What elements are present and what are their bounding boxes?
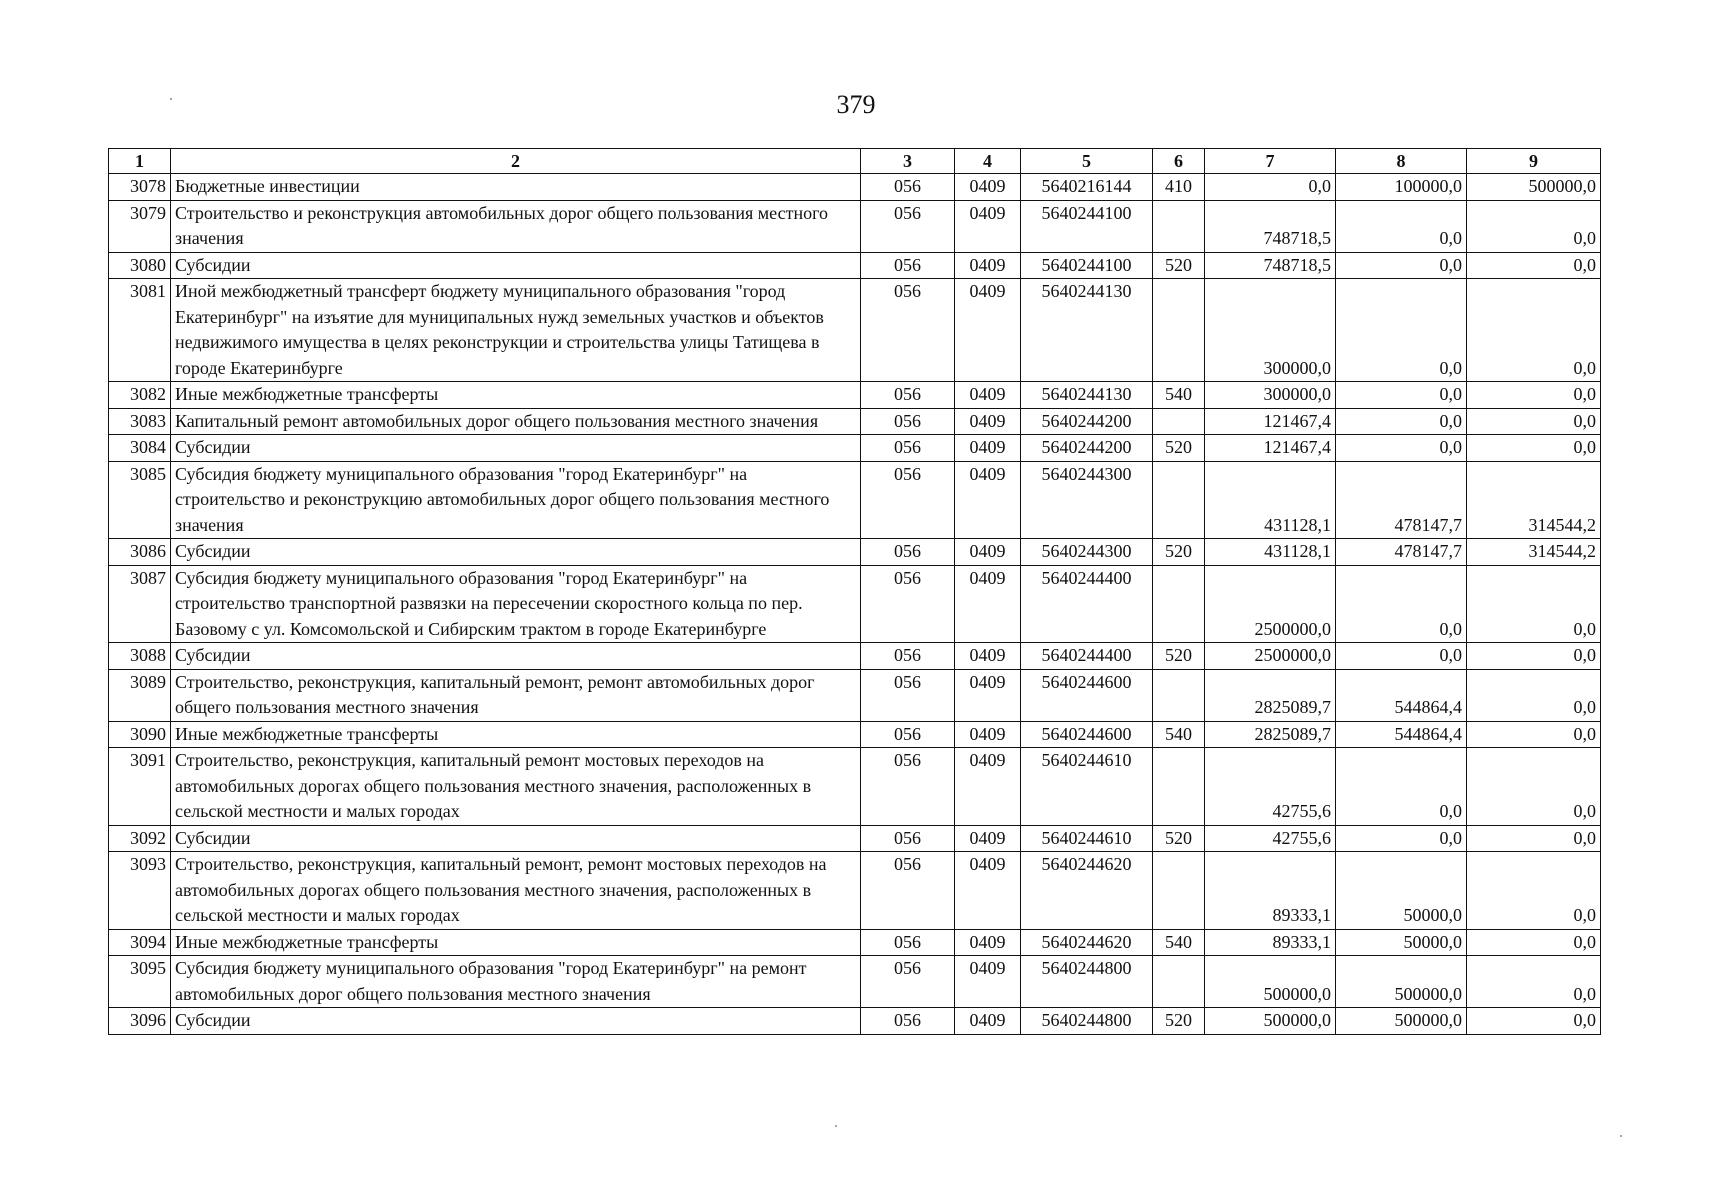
section-code: 0409 (955, 539, 1021, 566)
amount-col-8: 0,0 (1336, 643, 1467, 670)
expense-type-code: 520 (1153, 539, 1205, 566)
section-code: 0409 (955, 200, 1021, 252)
expense-type-code: 540 (1153, 382, 1205, 409)
amount-col-8: 100000,0 (1336, 174, 1467, 201)
expense-type-code (1153, 461, 1205, 539)
amount-col-8: 500000,0 (1336, 1008, 1467, 1035)
amount-col-9: 0,0 (1467, 748, 1601, 826)
ministry-code: 056 (861, 435, 955, 462)
header-cell-6: 6 (1153, 149, 1205, 174)
amount-col-8: 0,0 (1336, 825, 1467, 852)
expense-type-code: 520 (1153, 825, 1205, 852)
item-name: Строительство и реконструкция автомобильных дорог общего пользования местного значения (171, 200, 861, 252)
header-row (109, 149, 1601, 174)
target-article-code: 5640244620 (1021, 929, 1153, 956)
amount-col-7: 500000,0 (1205, 956, 1336, 1008)
amount-col-7: 42755,6 (1205, 748, 1336, 826)
section-code: 0409 (955, 643, 1021, 670)
row-number: 3094 (109, 929, 171, 956)
header-cell-9: 9 (1467, 149, 1601, 174)
section-code: 0409 (955, 408, 1021, 435)
item-name: Строительство, реконструкция, капитальный ремонт мостовых переходов на автомобильных дорогах общего пользования местного значения, расположенных в сельской местности и малых городах (171, 748, 861, 826)
table-row (109, 721, 1601, 748)
expense-type-code: 410 (1153, 174, 1205, 201)
ministry-code: 056 (861, 408, 955, 435)
target-article-code: 5640244300 (1021, 461, 1153, 539)
row-number: 3095 (109, 956, 171, 1008)
row-number: 3086 (109, 539, 171, 566)
table-row (109, 669, 1601, 721)
expense-type-code (1153, 565, 1205, 643)
table-row (109, 279, 1601, 382)
section-code: 0409 (955, 461, 1021, 539)
header-cell-4: 4 (955, 149, 1021, 174)
item-name: Иной межбюджетный трансферт бюджету муниципального образования "город Екатеринбург" на изъятие для муниципальных нужд земельных участков и объектов недвижимого имущества в целях реконструкции и строительства улицы Татищева в городе Екатеринбурге (171, 279, 861, 382)
header-cell-3: 3 (861, 149, 955, 174)
row-number: 3092 (109, 825, 171, 852)
amount-col-7: 748718,5 (1205, 252, 1336, 279)
table-row (109, 1008, 1601, 1035)
expense-type-code (1153, 669, 1205, 721)
table-row (109, 825, 1601, 852)
target-article-code: 5640244620 (1021, 852, 1153, 930)
ministry-code: 056 (861, 200, 955, 252)
ministry-code: 056 (861, 852, 955, 930)
amount-col-8: 50000,0 (1336, 852, 1467, 930)
ministry-code: 056 (861, 382, 955, 409)
row-number: 3087 (109, 565, 171, 643)
amount-col-8: 0,0 (1336, 382, 1467, 409)
item-name: Субсидия бюджету муниципального образования "город Екатеринбург" на ремонт автомобильных дорог общего пользования местного значения (171, 956, 861, 1008)
row-number: 3080 (109, 252, 171, 279)
amount-col-7: 300000,0 (1205, 279, 1336, 382)
expense-type-code: 520 (1153, 1008, 1205, 1035)
section-code: 0409 (955, 174, 1021, 201)
ministry-code: 056 (861, 461, 955, 539)
amount-col-9: 314544,2 (1467, 539, 1601, 566)
target-article-code: 5640244610 (1021, 748, 1153, 826)
amount-col-8: 544864,4 (1336, 721, 1467, 748)
scan-speck (170, 98, 172, 100)
amount-col-8: 478147,7 (1336, 461, 1467, 539)
target-article-code: 5640244100 (1021, 252, 1153, 279)
amount-col-8: 478147,7 (1336, 539, 1467, 566)
table-row (109, 956, 1601, 1008)
item-name: Иные межбюджетные трансферты (171, 382, 861, 409)
table-row (109, 252, 1601, 279)
target-article-code: 5640216144 (1021, 174, 1153, 201)
ministry-code: 056 (861, 929, 955, 956)
expense-type-code (1153, 200, 1205, 252)
section-code: 0409 (955, 825, 1021, 852)
amount-col-8: 0,0 (1336, 252, 1467, 279)
amount-col-8: 500000,0 (1336, 956, 1467, 1008)
amount-col-8: 0,0 (1336, 279, 1467, 382)
ministry-code: 056 (861, 825, 955, 852)
amount-col-9: 0,0 (1467, 408, 1601, 435)
header-cell-1: 1 (109, 149, 171, 174)
amount-col-8: 0,0 (1336, 748, 1467, 826)
row-number: 3090 (109, 721, 171, 748)
item-name: Иные межбюджетные трансферты (171, 721, 861, 748)
expense-type-code: 520 (1153, 643, 1205, 670)
amount-col-9: 0,0 (1467, 721, 1601, 748)
ministry-code: 056 (861, 721, 955, 748)
amount-col-8: 0,0 (1336, 435, 1467, 462)
amount-col-7: 431128,1 (1205, 461, 1336, 539)
header-cell-5: 5 (1021, 149, 1153, 174)
amount-col-7: 121467,4 (1205, 435, 1336, 462)
amount-col-9: 0,0 (1467, 643, 1601, 670)
item-name: Строительство, реконструкция, капитальный ремонт, ремонт мостовых переходов на автомобильных дорогах общего пользования местного значения, расположенных в сельской местности и малых городах (171, 852, 861, 930)
amount-col-7: 500000,0 (1205, 1008, 1336, 1035)
row-number: 3082 (109, 382, 171, 409)
amount-col-7: 2500000,0 (1205, 643, 1336, 670)
amount-col-8: 544864,4 (1336, 669, 1467, 721)
page-number: 379 (836, 90, 876, 119)
amount-col-9: 0,0 (1467, 852, 1601, 930)
section-code: 0409 (955, 252, 1021, 279)
amount-col-7: 300000,0 (1205, 382, 1336, 409)
amount-col-9: 0,0 (1467, 929, 1601, 956)
row-number: 3081 (109, 279, 171, 382)
item-name: Субсидия бюджету муниципального образования "город Екатеринбург" на строительство транспортной развязки на пересечении скоростного кольца по пер. Базовому с ул. Комсомольской и Сибирским трактом в городе Екатеринбурге (171, 565, 861, 643)
ministry-code: 056 (861, 279, 955, 382)
amount-col-7: 2825089,7 (1205, 721, 1336, 748)
amount-col-9: 0,0 (1467, 279, 1601, 382)
table-row (109, 174, 1601, 201)
ministry-code: 056 (861, 539, 955, 566)
amount-col-9: 314544,2 (1467, 461, 1601, 539)
expense-type-code (1153, 852, 1205, 930)
header-cell-8: 8 (1336, 149, 1467, 174)
expense-type-code (1153, 408, 1205, 435)
item-name: Бюджетные инвестиции (171, 174, 861, 201)
table-row (109, 461, 1601, 539)
target-article-code: 5640244130 (1021, 382, 1153, 409)
target-article-code: 5640244600 (1021, 721, 1153, 748)
section-code: 0409 (955, 956, 1021, 1008)
header-cell-7: 7 (1205, 149, 1336, 174)
amount-col-7: 42755,6 (1205, 825, 1336, 852)
amount-col-7: 121467,4 (1205, 408, 1336, 435)
amount-col-9: 0,0 (1467, 669, 1601, 721)
row-number: 3096 (109, 1008, 171, 1035)
amount-col-9: 0,0 (1467, 565, 1601, 643)
target-article-code: 5640244800 (1021, 956, 1153, 1008)
ministry-code: 056 (861, 252, 955, 279)
section-code: 0409 (955, 1008, 1021, 1035)
amount-col-8: 0,0 (1336, 408, 1467, 435)
row-number: 3085 (109, 461, 171, 539)
amount-col-9: 0,0 (1467, 825, 1601, 852)
table-body (109, 174, 1601, 1035)
item-name: Капитальный ремонт автомобильных дорог общего пользования местного значения (171, 408, 861, 435)
amount-col-9: 0,0 (1467, 1008, 1601, 1035)
amount-col-9: 500000,0 (1467, 174, 1601, 201)
target-article-code: 5640244400 (1021, 643, 1153, 670)
section-code: 0409 (955, 852, 1021, 930)
item-name: Субсидия бюджету муниципального образования "город Екатеринбург" на строительство и реконструкцию автомобильных дорог общего пользования местного значения (171, 461, 861, 539)
row-number: 3083 (109, 408, 171, 435)
table-row (109, 748, 1601, 826)
section-code: 0409 (955, 721, 1021, 748)
header-cell-2: 2 (171, 149, 861, 174)
section-code: 0409 (955, 279, 1021, 382)
target-article-code: 5640244200 (1021, 408, 1153, 435)
ministry-code: 056 (861, 565, 955, 643)
item-name: Строительство, реконструкция, капитальный ремонт, ремонт автомобильных дорог общего пользования местного значения (171, 669, 861, 721)
amount-col-7: 0,0 (1205, 174, 1336, 201)
expense-type-code: 520 (1153, 435, 1205, 462)
item-name: Субсидии (171, 825, 861, 852)
amount-col-7: 89333,1 (1205, 852, 1336, 930)
table-row (109, 643, 1601, 670)
ministry-code: 056 (861, 174, 955, 201)
target-article-code: 5640244300 (1021, 539, 1153, 566)
row-number: 3079 (109, 200, 171, 252)
ministry-code: 056 (861, 956, 955, 1008)
table-row (109, 565, 1601, 643)
amount-col-9: 0,0 (1467, 252, 1601, 279)
section-code: 0409 (955, 382, 1021, 409)
ministry-code: 056 (861, 669, 955, 721)
row-number: 3084 (109, 435, 171, 462)
row-number: 3088 (109, 643, 171, 670)
expense-type-code: 540 (1153, 721, 1205, 748)
item-name: Субсидии (171, 539, 861, 566)
ministry-code: 056 (861, 748, 955, 826)
expense-type-code (1153, 279, 1205, 382)
target-article-code: 5640244800 (1021, 1008, 1153, 1035)
row-number: 3093 (109, 852, 171, 930)
amount-col-9: 0,0 (1467, 382, 1601, 409)
expense-type-code: 520 (1153, 252, 1205, 279)
row-number: 3078 (109, 174, 171, 201)
section-code: 0409 (955, 565, 1021, 643)
amount-col-9: 0,0 (1467, 200, 1601, 252)
section-code: 0409 (955, 748, 1021, 826)
section-code: 0409 (955, 435, 1021, 462)
amount-col-9: 0,0 (1467, 956, 1601, 1008)
target-article-code: 5640244600 (1021, 669, 1153, 721)
table-row (109, 539, 1601, 566)
expense-type-code (1153, 956, 1205, 1008)
amount-col-7: 2825089,7 (1205, 669, 1336, 721)
row-number: 3091 (109, 748, 171, 826)
expense-type-code (1153, 748, 1205, 826)
target-article-code: 5640244130 (1021, 279, 1153, 382)
amount-col-8: 0,0 (1336, 565, 1467, 643)
item-name: Субсидии (171, 252, 861, 279)
table-row (109, 929, 1601, 956)
item-name: Иные межбюджетные трансферты (171, 929, 861, 956)
item-name: Субсидии (171, 1008, 861, 1035)
expense-type-code: 540 (1153, 929, 1205, 956)
amount-col-7: 2500000,0 (1205, 565, 1336, 643)
row-number: 3089 (109, 669, 171, 721)
table-row (109, 852, 1601, 930)
scan-speck (1620, 1135, 1622, 1137)
target-article-code: 5640244200 (1021, 435, 1153, 462)
table-row (109, 435, 1601, 462)
table-row (109, 200, 1601, 252)
table-row (109, 408, 1601, 435)
target-article-code: 5640244400 (1021, 565, 1153, 643)
table-row (109, 382, 1601, 409)
budget-table (108, 148, 1601, 1035)
section-code: 0409 (955, 929, 1021, 956)
amount-col-7: 748718,5 (1205, 200, 1336, 252)
amount-col-7: 89333,1 (1205, 929, 1336, 956)
section-code: 0409 (955, 669, 1021, 721)
amount-col-9: 0,0 (1467, 435, 1601, 462)
amount-col-7: 431128,1 (1205, 539, 1336, 566)
item-name: Субсидии (171, 435, 861, 462)
amount-col-8: 50000,0 (1336, 929, 1467, 956)
scan-speck (835, 1125, 837, 1127)
ministry-code: 056 (861, 643, 955, 670)
ministry-code: 056 (861, 1008, 955, 1035)
item-name: Субсидии (171, 643, 861, 670)
target-article-code: 5640244610 (1021, 825, 1153, 852)
amount-col-8: 0,0 (1336, 200, 1467, 252)
target-article-code: 5640244100 (1021, 200, 1153, 252)
